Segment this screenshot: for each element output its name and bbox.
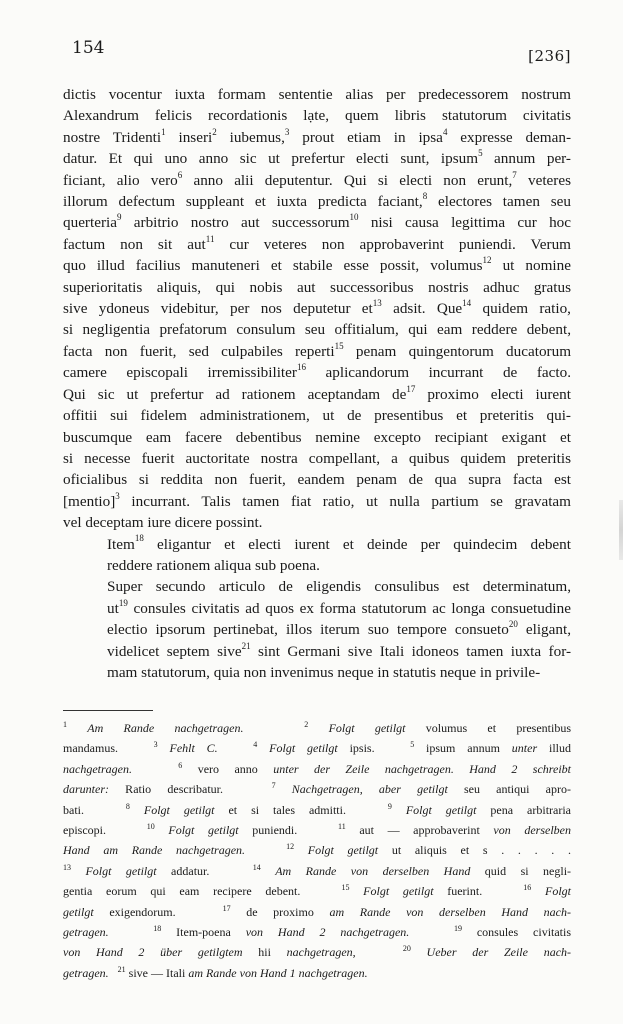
footnotes xyxy=(63,718,571,983)
text-line: quo illud facilius manuteneri et stabile esse possit, volumus$^{12}$ ut nomine xyxy=(63,255,571,275)
text-line: si necesse fuerit auctoritate nostra compellant, a quibus quidem preteritis xyxy=(63,449,571,467)
text-line: Item$^{18}$ eligantur et electi iurent et deinde per quindecim debent xyxy=(107,533,571,553)
page-reference: [236] xyxy=(528,47,571,65)
page-number: 154 xyxy=(72,38,105,58)
footnote-line: darunter: Ratio describatur. $^7$ Nachgetragen, aber getilgt seu antiqui apro- xyxy=(63,781,571,797)
paragraph-2 xyxy=(63,534,571,577)
paragraph-1 xyxy=(63,84,571,534)
text-line: Alexandrum felicis recordationis lạte, quem libris statutorum civitatis xyxy=(63,107,571,125)
text-line: videlicet septem sive$^{21}$ sint Germani sive Itali idoneos tamen iuxta for- xyxy=(107,640,572,660)
footnote-line: gentia eorum qui eam recipere debent. $^{15}$ Folgt getilgt fuerint. $^{16}$ Folgt xyxy=(63,883,571,899)
text-line: [mentio]$^3$ incurrant. Talis tamen fiat ratio, ut nulla partium se gravatam xyxy=(63,490,571,510)
page-edge-shadow xyxy=(619,500,623,560)
text-line: buscumque eam facere debentibus nemine excepto recipiant exigant et xyxy=(63,428,571,446)
text-line: facta non fuerit, sed culpabiles reperti$^{15}$ penam quingentorum ducatorum xyxy=(63,340,572,360)
text-line: camere episcopali irremissibiliter$^{16}$ aplicandorum incurrant de facto. xyxy=(63,362,571,382)
text-line: nostre Tridenti$^1$ inseri$^2$ iubemus,$^3$ prout etiam in ipsa$^4$ expresse deman- xyxy=(63,126,572,146)
footnote-line: $^1$ Am Rande nachgetragen. $^2$ Folgt getilgt volumus et presentibus xyxy=(63,720,571,735)
text-line: factum non sit aut$^{11}$ cur veteres non approbaverint puniendi. Verum xyxy=(63,233,571,253)
text-line: offitii sui fidelem administrationem, ut de presentibus et preteritis qui- xyxy=(63,407,571,425)
text-line: dictis vocentur iuxta formam sententie alias per predecessorem nostrum xyxy=(63,86,571,103)
text-line: datur. Et qui uno anno sic ut prefertur electi sunt, ipsum$^5$ annum per- xyxy=(63,148,571,168)
footnote-line: mandamus. $^3$ Fehlt C. $^4$ Folgt getilgt ipsis. $^5$ ipsum annum unter illud xyxy=(63,740,572,756)
text-line: si negligentia prefatorum consulum seu offitialum, qui eam reddere debent, xyxy=(63,321,571,339)
text-line: vel deceptam iure dicere possint. xyxy=(63,514,263,532)
main-text xyxy=(63,84,571,683)
footnote-line: von Hand 2 über getilgtem hii nachgetragen, $^{20}$ Ueber der Zeile nach- xyxy=(63,944,572,960)
footnote-line: $^{13}$ Folgt getilgt addatur. $^{14}$ Am Rande von derselben Hand quid si negli- xyxy=(63,862,572,878)
text-line: illorum defectum suppleant et iuxta predicta faciant,$^8$ electores tamen seu xyxy=(63,190,571,211)
footnote-line: getragen. $^{21}$ sive — Itali am Rande von Hand 1 nachgetragen. xyxy=(63,964,368,980)
text-line: oficialibus si reddita non fuerit, eandem penam de qua supra facta est xyxy=(63,471,571,489)
text-line: Qui sic ut prefertur ad rationem aceptandam $de^{17}$ proximo electi iurent xyxy=(63,383,571,403)
text-line: mam statutorum, quia non invenimus neque in statutis neque in privile- xyxy=(107,663,541,681)
footnote-line: nachgetragen. $^6$ vero anno unter der Zeile nachgetragen. Hand 2 schreibt xyxy=(63,760,572,776)
text-line: querteria$^9$ arbitrio nostro aut successorum$^{10}$ nisi causa legittima cur hoc xyxy=(63,212,571,232)
footnote-line: getragen. $^{18}$ Item-poena von Hand 2 nachgetragen. $^{19}$ consules civitatis xyxy=(63,924,572,940)
text-line: Super secundo articulo de eligendis consulibus est determinatum, xyxy=(107,578,571,596)
text-line: superioritatis aliquis, qui nobis aut successoribus nostris adhuc gratus xyxy=(63,278,571,296)
text-line: ficiant, alio vero$^6$ anno alii deputentur. Qui si electi non erunt,$^7$ veteres xyxy=(63,169,572,189)
text-line: electio ipsorum pertinebat, illos iterum suo tempore consueto$^{20}$ eligant, xyxy=(107,619,571,639)
text-line: reddere rationem aliqua sub poena. xyxy=(107,556,320,574)
footnote-line: bati. $^8$ Folgt getilgt et si tales admitti. $^9$ Folgt getilgt pena arbitraria xyxy=(63,801,572,817)
paragraph-3 xyxy=(63,576,571,683)
text-line: $ut^{19}$ consules civitatis ad quos ex forma statutorum ac longa consuetudine xyxy=(107,597,571,617)
footnote-line: getilgt exigendorum. $^{17}$ de proximo am Rande von derselben Hand nach- xyxy=(63,903,571,919)
footnote-line: Hand am Rande nachgetragen. $^{12}$ Folgt getilgt ut aliquis et s . . . . . xyxy=(63,842,571,858)
footnote-line: episcopi. $^{10}$ Folgt getilgt puniendi. $^{11}$ aut — approbaverint von derselben xyxy=(63,822,571,838)
footnote-divider xyxy=(63,710,153,711)
text-line: sive ydoneus videbitur, per nos deputetur $et^{13}$ adsit. Que$^{14}$ quidem ratio, xyxy=(63,298,571,318)
